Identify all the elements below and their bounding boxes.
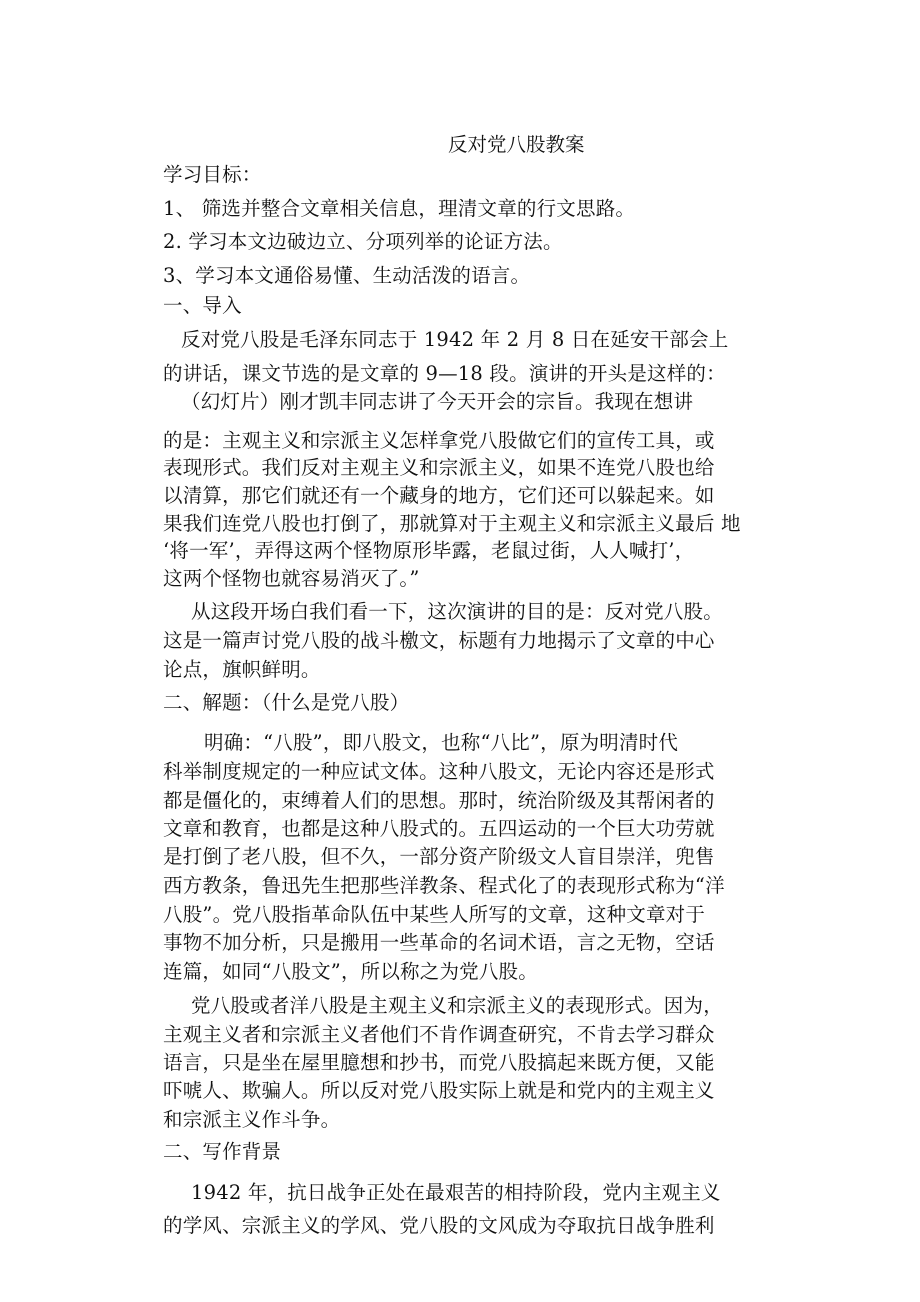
paragraph-line: 这是一篇声讨党八股的战斗檄文，标题有力地揭示了文章的中心 xyxy=(163,629,715,652)
paragraph-line: 的是：主观主义和宗派主义怎样拿党八股做它们的宣传工具，或 xyxy=(163,429,715,452)
paragraph-line: ‘将一军’，弄得这两个怪物原形毕露，老鼠过街，人人喊打’， xyxy=(163,539,695,562)
section-heading-topic: 二、解题：（什么是党八股） xyxy=(163,691,410,714)
paragraph-line: 文章和教育，也都是这种八股式的。五四运动的一个巨大功劳就 xyxy=(163,817,715,840)
paragraph-line: 和宗派主义作斗争。 xyxy=(163,1108,341,1131)
paragraph-line: 主观主义者和宗派主义者他们不肯作调查研究，不肯去学习群众 xyxy=(163,1023,715,1046)
paragraph-line: 都是僵化的，束缚着人们的思想。那时，统治阶级及其帮闲者的 xyxy=(163,789,715,812)
paragraph-line: 表现形式。我们反对主观主义和宗派主义，如果不连党八股也给 xyxy=(163,456,715,479)
paragraph-line: 八股”。党八股指革命队伍中某些人所写的文章，这种文章对于 xyxy=(163,903,706,926)
paragraph-line: 是打倒了老八股，但不久，一部分资产阶级文人盲目崇洋，兜售 xyxy=(163,845,715,868)
paragraph-line: （幻灯片）刚才凯丰同志讲了今天开会的宗旨。我现在想讲 xyxy=(181,390,694,413)
goal-item-1: 1、 筛选并整合文章相关信息，理清文章的行文思路。 xyxy=(163,197,636,220)
section-heading-goals: 学习目标： xyxy=(163,163,262,186)
paragraph-line: 这两个怪物也就容易消灭了。” xyxy=(163,567,420,590)
section-heading-intro: 一、导入 xyxy=(163,294,242,317)
section-heading-background: 二、写作背景 xyxy=(163,1140,282,1163)
paragraph-line: 的学风、宗派主义的学风、党八股的文风成为夺取抗日战争胜利 xyxy=(163,1214,715,1237)
paragraph-line: 论点，旗帜鲜明。 xyxy=(163,658,321,681)
paragraph-line: 事物不加分析，只是搬用一些革命的名词术语，言之无物，空话 xyxy=(163,931,715,954)
paragraph-line: 的讲话，课文节选的是文章的 9—18 段。演讲的开头是这样的： xyxy=(163,362,726,385)
paragraph-line: 1942 年，抗日战争正处在最艰苦的相持阶段，党内主观主义 xyxy=(191,1181,721,1204)
paragraph-line: 从这段开场白我们看一下，这次演讲的目的是：反对党八股。 xyxy=(191,600,723,623)
paragraph-line: 以清算，那它们就还有一个藏身的地方，它们还可以躲起来。如 xyxy=(163,484,715,507)
paragraph-line: 科举制度规定的一种应试文体。这种八股文，无论内容还是形式 xyxy=(163,760,715,783)
paragraph-line: 果我们连党八股也打倒了，那就算对于主观主义和宗派主义最后 地 xyxy=(163,512,741,535)
paragraph-line: 语言，只是坐在屋里臆想和抄书，而党八股搞起来既方便，又能 xyxy=(163,1051,715,1074)
document-title: 反对党八股教案 xyxy=(448,133,585,156)
paragraph-line: 反对党八股是毛泽东同志于 1942 年 2 月 8 日在延安干部会上 xyxy=(181,328,729,351)
goal-item-3: 3、学习本文通俗易懂、生动活泼的语言。 xyxy=(163,264,531,287)
paragraph-line: 吓唬人、欺骗人。所以反对党八股实际上就是和党内的主观主义 xyxy=(163,1079,715,1102)
paragraph-line: 党八股或者洋八股是主观主义和宗派主义的表现形式。因为， xyxy=(191,994,723,1017)
paragraph-line: 连篇，如同“八股文”，所以称之为党八股。 xyxy=(163,960,538,983)
paragraph-line: 明确：“八股”，即八股文，也称“八比”，原为明清时代 xyxy=(204,731,679,754)
paragraph-line: 西方教条，鲁迅先生把那些洋教条、程式化了的表现形式称为“洋 xyxy=(163,874,725,897)
goal-item-2: 2. 学习本文边破边立、分项列举的论证方法。 xyxy=(163,230,563,253)
